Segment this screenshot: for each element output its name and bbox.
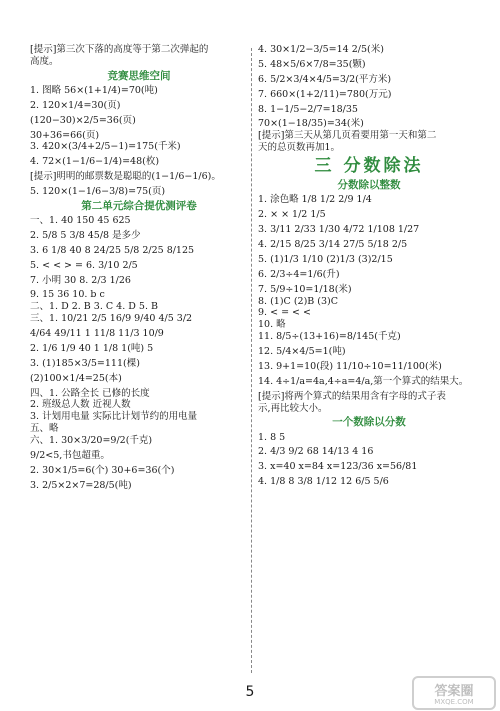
right-continued-answers	[258, 44, 480, 154]
answer-line: 六、1. 30×3/20=9/2(千克)	[30, 435, 153, 446]
answer-line: 一、1. 40 150 45 625	[30, 215, 131, 226]
answer-line: 9. 15 36 10. b c	[30, 289, 105, 301]
answer-line: 8. 1−1/5−2/7=18/35	[258, 103, 358, 115]
answer-line: 2. 1/6 1/9 40 1 1/8 1(吨) 5	[30, 342, 154, 354]
answer-line: 10. 略	[258, 319, 286, 331]
answer-line: 二、1. D 2. B 3. C 4. D 5. B	[30, 301, 158, 313]
answer-line: 9. < = < <	[258, 307, 311, 319]
answer-line: 14. 4÷1/a=4a,4÷a=4/a,第一个算式的结果大。	[258, 375, 469, 387]
answer-line: [提示]第三次下落的高度等于第二次弹起的	[30, 44, 209, 55]
unit-title: 三 分数除法	[314, 156, 424, 176]
unit-test-answers	[30, 215, 248, 492]
answer-line: 3. x=40 x=84 x=123/36 x=56/81	[258, 461, 418, 473]
section-title-fraction-div-integer: 分数除以整数	[337, 179, 401, 192]
answer-line: 5. < < > = 6. 3/10 2/5	[30, 259, 138, 271]
watermark-url: MXQE.COM	[434, 698, 474, 706]
answer-line: 1. 涂色略 1/8 1/2 2/9 1/4	[258, 194, 372, 206]
answer-line: 5. 48×5/6×7/8=35(颗)	[258, 58, 366, 70]
answer-line: 四、1. 公路全长 已修的长度	[30, 387, 150, 399]
answer-line: 1. 图略 56×(1+1/4)=70(吨)	[30, 84, 158, 96]
answer-line: 示,再比较大小。	[258, 402, 328, 414]
answer-line: 13. 9+1=10(段) 11/10÷10=11/100(米)	[258, 360, 442, 372]
answer-line: 1. 8 5	[258, 431, 286, 443]
number-div-fraction-answers	[258, 432, 480, 489]
answer-line: 6. 2/3÷4=1/6(升)	[258, 268, 340, 280]
answer-line: 7. 660×(1+2/11)=780(万元)	[258, 88, 392, 100]
answer-line: 2. 120×1/4=30(页)	[30, 99, 121, 111]
page-number: 5	[245, 684, 255, 700]
answer-line: 3. 3/11 2/33 1/30 4/72 1/108 1/27	[258, 224, 420, 236]
answer-line: 2. 班级总人数 近视人数	[30, 399, 131, 411]
section-title-unit-test: 第二单元综合提优测评卷	[81, 199, 197, 212]
watermark-logo	[412, 676, 496, 710]
fraction-div-integer-answers	[258, 194, 480, 414]
answer-line: [提示]第三天从第几页看要用第一天和第二	[258, 130, 437, 142]
answer-line: 9/2<5,书包超重。	[30, 449, 110, 461]
answer-line: 三、1. 10/21 2/5 16/9 9/40 4/5 3/2	[30, 313, 193, 325]
answer-line: 3. 420×(3/4+2/5−1)=175(千米)	[30, 141, 181, 153]
answer-line: 4. 72×(1−1/6−1/4)=48(枚)	[30, 156, 160, 168]
answer-line: 2. 4/3 9/2 68 14/13 4 16	[258, 446, 374, 458]
answer-line: 8. (1)C (2)B (3)C	[258, 295, 339, 307]
answer-line: 7. 小明 30 8. 2/3 1/26	[30, 274, 131, 286]
watermark-logo-text: 答案圈	[434, 684, 474, 699]
answer-line: 2. 5/8 5 3/8 45/8 是多少	[30, 229, 141, 241]
answer-line: 3. 计划用电量 实际比计划节约的用电量	[30, 411, 198, 423]
answer-line: 70×(1−18/35)=34(米)	[258, 118, 364, 130]
answer-line: 30+36=66(页)	[30, 129, 100, 141]
answer-line: 6. 5/2×3/4×4/5=3/2(平方米)	[258, 73, 392, 85]
answer-line: 4/64 49/11 1 11/8 11/3 10/9	[30, 328, 164, 339]
section-title-competition: 竞赛思维空间	[107, 69, 171, 82]
answer-line: 2. × × 1/2 1/5	[258, 209, 326, 221]
answer-line: 4. 2/15 8/25 3/14 27/5 5/18 2/5	[258, 239, 408, 250]
left-intro-lines	[30, 44, 248, 68]
answer-line: 5. 120×(1−1/6−3/8)=75(页)	[30, 186, 166, 197]
competition-answers	[30, 85, 248, 198]
answer-line: 五、略	[30, 423, 59, 435]
answer-line: 5. (1)1/3 1/10 (2)1/3 (3)2/15	[258, 253, 393, 265]
answer-line: 4. 30×1/2−3/5=14 2/5(米)	[258, 44, 384, 55]
answer-line: (120−30)×2/5=36(页)	[30, 114, 136, 126]
answer-line: 3. 6 1/8 40 8 24/25 5/8 2/25 8/125	[30, 244, 195, 256]
answer-line: 4. 1/8 8 3/8 1/12 12 6/5 5/6	[258, 476, 389, 488]
answer-line: 3. (1)185×3/5=111(棵)	[30, 357, 140, 369]
left-column	[30, 44, 248, 492]
answer-line: 3. 2/5×2×7=28/5(吨)	[30, 479, 132, 491]
answer-line: 高度。	[30, 55, 59, 67]
answer-line: 天的总页数再加1。	[258, 142, 341, 154]
section-title-number-div-fraction: 一个数除以分数	[332, 416, 406, 429]
answer-line: [提示]将两个算式的结果用含有字母的式子表	[258, 390, 446, 402]
answer-line: 7. 5/9÷10=1/18(米)	[258, 283, 352, 295]
answer-line: 11. 8/5÷(13+16)=8/145(千克)	[258, 331, 401, 343]
answer-line: [提示]明明的邮票数是聪聪的(1−1/6−1/6)。	[30, 171, 221, 183]
answer-line: 2. 30×1/5=6(个) 30+6=36(个)	[30, 464, 175, 476]
right-column	[258, 44, 480, 488]
column-divider	[251, 48, 252, 673]
answer-line: 12. 5/4×4/5=1(吨)	[258, 346, 346, 357]
answer-line: (2)100×1/4=25(本)	[30, 372, 122, 384]
